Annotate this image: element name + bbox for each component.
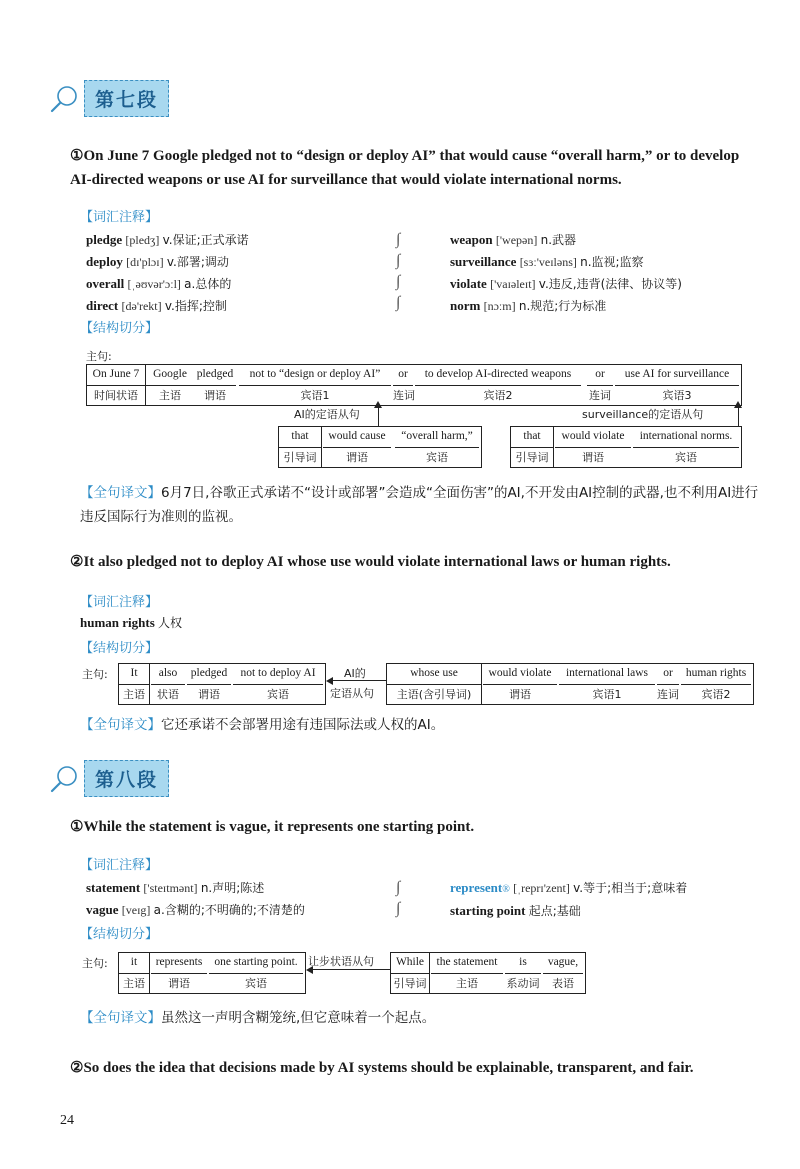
diagram-cell: or 连词 <box>657 664 679 704</box>
translation-label: 【全句译文】 <box>80 485 161 501</box>
translation-label: 【全句译文】 <box>80 1010 161 1026</box>
vocab-item: deploy [dɪ'plɔɪ] v.部署;调动 <box>86 254 229 269</box>
vocab-list-right <box>450 229 770 317</box>
vocab-item: norm [nɔːm] n.规范;行为标准 <box>450 298 607 313</box>
diagram-cell: pledged 谓语 <box>187 664 231 704</box>
vocab-item: pledge [pledʒ] v.保证;正式承诺 <box>86 232 249 247</box>
diagram-cell: would violate 谓语 <box>483 664 557 704</box>
diagram-cell: While 引导词 <box>391 953 430 993</box>
translation-text: 它还承诺不会部署用途有违国际法或人权的AI。 <box>161 717 445 733</box>
arrow-head-icon <box>734 401 742 408</box>
relative-clause-diagram <box>510 426 742 468</box>
para8-sentence2: ②So does the idea that decisions made by AI systems should be explainable, transparent, and fair. <box>70 1060 694 1076</box>
diagram-cell: also 状语 <box>151 664 185 704</box>
vocab-item: represent® [ˌreprɪ'zent] v.等于;相当于;意味着 <box>450 880 688 895</box>
diagram-cell: human rights 宾语2 <box>681 664 751 704</box>
diagram-cell: that 引导词 <box>511 427 554 467</box>
clause-link-label: 定语从句 <box>330 687 374 700</box>
arrow-head-icon <box>374 401 382 408</box>
diagram-cell: On June 7 时间状语 <box>87 365 146 405</box>
diagram-cell: the statement 主语 <box>431 953 503 993</box>
vocab-item: starting point 起点;基础 <box>450 903 581 918</box>
diagram-cell: that 引导词 <box>279 427 322 467</box>
diagram-cell: would violate 谓语 <box>555 427 631 467</box>
main-clause-label: 主句: <box>82 668 108 681</box>
diagram-cell: one starting point. 宾语 <box>209 953 303 993</box>
diagram-cell: whose use 主语(含引导词) <box>387 664 482 704</box>
full-translation <box>80 1006 760 1030</box>
diagram-cell: represents 谓语 <box>151 953 207 993</box>
vocab-item: overall [ˌəʊvər'ɔːl] a.总体的 <box>86 276 232 291</box>
diagram-cell: international laws 宾语1 <box>559 664 655 704</box>
diagram-cell: is 系动词 <box>505 953 541 993</box>
arrow-line <box>310 969 390 970</box>
diagram-cell: not to “design or deploy AI” 宾语1 <box>239 365 391 405</box>
main-clause-diagram <box>86 364 742 406</box>
magnifier-icon <box>50 84 80 114</box>
relative-clause-diagram <box>278 426 482 468</box>
diagram-cell: pledged 谓语 <box>194 365 236 405</box>
diagram-cell: to develop AI-directed weapons 宾语2 <box>415 365 581 405</box>
vocab-item: human rights 人权 <box>80 615 183 630</box>
diagram-cell: vague, 表语 <box>543 953 583 993</box>
structure-label: 【结构切分】 <box>80 641 159 656</box>
diagram-cell: It 主语 <box>119 664 150 704</box>
vocab-item: statement ['steɪtmənt] n.声明;陈述 <box>86 880 265 895</box>
main-clause-diagram <box>118 952 306 994</box>
clause-link-label: AI的定语从句 <box>294 408 360 421</box>
diagram-cell: or 连词 <box>393 365 413 405</box>
squiggle-divider: ∫ ∫ <box>396 879 401 917</box>
diagram-cell: would cause 谓语 <box>323 427 391 467</box>
diagram-cell: it 主语 <box>119 953 150 993</box>
vocab-item: violate ['vaɪəleɪt] v.违反,违背(法律、协议等) <box>450 276 682 291</box>
star-icon: ® <box>502 884 510 895</box>
full-translation <box>80 713 760 737</box>
vocab-label: 【词汇注释】 <box>80 210 159 225</box>
diagram-cell: international norms. 宾语 <box>633 427 739 467</box>
adverbial-clause-diagram <box>390 952 586 994</box>
clause-link-label: AI的 <box>344 667 366 680</box>
vocab-item: direct [də'rekt] v.指挥;控制 <box>86 298 227 313</box>
diagram-cell: not to deploy AI 宾语 <box>233 664 323 704</box>
clause-link-label: surveillance的定语从句 <box>582 408 704 421</box>
diagram-cell: or 连词 <box>587 365 613 405</box>
magnifier-icon <box>50 764 80 794</box>
para8-title: 第八段 <box>84 760 169 797</box>
diagram-cell: use AI for surveillance 宾语3 <box>615 365 739 405</box>
vocab-list-left <box>86 229 406 317</box>
squiggle-divider: ∫ ∫ ∫ ∫ <box>396 231 401 311</box>
main-clause-diagram <box>118 663 326 705</box>
para8-header <box>50 760 169 797</box>
para7-title: 第七段 <box>84 80 169 117</box>
para7-sentence2: ②It also pledged not to deploy AI whose use would violate international laws or human rights. <box>70 554 671 570</box>
para7-header <box>50 80 169 117</box>
diagram-cell: Google 主语 <box>146 365 194 405</box>
full-translation <box>80 481 760 529</box>
structure-label: 【结构切分】 <box>80 927 159 942</box>
para7-sentence1: ①On June 7 Google pledged not to “design or deploy AI” that would cause “overall harm,” or to develop AI-directed weapons or use AI for surveillance that would violate international norms. <box>70 148 740 188</box>
vocab-list-left <box>86 877 406 921</box>
clause-link-label: 让步状语从句 <box>308 955 374 968</box>
main-clause-label: 主句: <box>86 350 112 363</box>
translation-text: 虽然这一声明含糊笼统,但它意味着一个起点。 <box>161 1010 436 1026</box>
arrow-head-icon <box>326 677 333 685</box>
para8-sentence1: ①While the statement is vague, it represents one starting point. <box>70 819 475 835</box>
translation-text: 6月7日,谷歌正式承诺不“设计或部署”会造成“全面伤害”的AI,不开发由AI控制的武器,也不利用AI进行违反国际行为准则的监视。 <box>80 485 759 525</box>
page-number: 24 <box>60 1113 74 1128</box>
vocab-label: 【词汇注释】 <box>80 858 159 873</box>
vocab-item: weapon ['wepən] n.武器 <box>450 232 577 247</box>
vocab-label: 【词汇注释】 <box>80 595 159 610</box>
vocab-item: surveillance [sɜː'veɪləns] n.监视;监察 <box>450 254 644 269</box>
relative-clause-diagram <box>386 663 754 705</box>
translation-label: 【全句译文】 <box>80 717 161 733</box>
structure-label: 【结构切分】 <box>80 321 159 336</box>
vocab-list-right <box>450 877 770 922</box>
diagram-cell: “overall harm,” 宾语 <box>395 427 479 467</box>
main-clause-label: 主句: <box>82 957 108 970</box>
vocab-item: vague [veɪg] a.含糊的;不明确的;不清楚的 <box>86 902 305 917</box>
